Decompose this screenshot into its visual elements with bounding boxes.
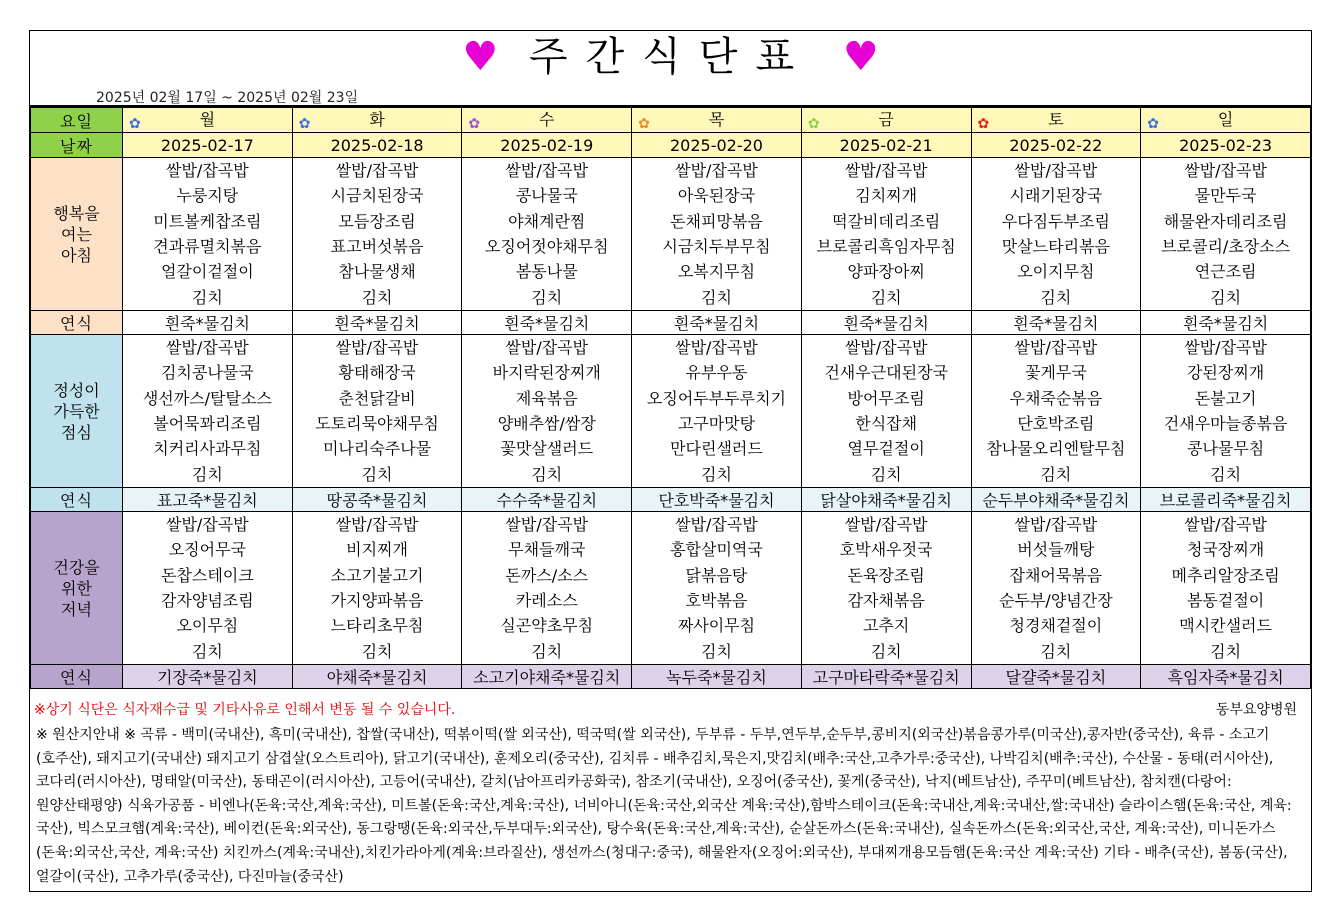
menu-item: 청경채겉절이 (1009, 616, 1103, 636)
menu-item: 얼갈이겉절이 (160, 262, 254, 282)
menu-item: 김치 (701, 464, 732, 484)
snack-cell: 단호박죽*물김치 (632, 488, 802, 512)
snack-cell: 녹두죽*물김치 (632, 665, 802, 689)
menu-item: 바지락된장찌개 (492, 363, 601, 383)
menu-item: 열무겉절이 (847, 439, 925, 459)
menu-item: 양배추쌈/쌈장 (497, 414, 596, 433)
day-name-cell (462, 107, 632, 133)
breakfast-row (31, 158, 1311, 311)
snack-cell: 닭살야채죽*물김치 (801, 488, 971, 512)
menu-item: 꽃맛살샐러드 (500, 439, 594, 459)
breakfast-menu-cell (123, 158, 293, 311)
snack-cell: 흰죽*물김치 (123, 311, 293, 335)
menu-item: 콩나물무침 (1186, 439, 1265, 459)
weekly-menu-table (30, 105, 1311, 689)
menu-item: 춘천닭갈비 (338, 388, 416, 408)
menu-item: 순두부/양념간장 (999, 591, 1113, 610)
menu-item: 꽃게무국 (1024, 363, 1087, 383)
menu-item: 떡갈비데리조림 (832, 211, 941, 231)
menu-item: 감자채볶음 (847, 591, 925, 610)
breakfast-label-line: 아침 (61, 245, 92, 265)
date-cell: 2025-02-20 (632, 133, 802, 158)
menu-item: 쌀밥/잡곡밥 (505, 161, 589, 181)
menu-item: 참나물생채 (338, 262, 416, 282)
menu-item: 미트볼케찹조림 (153, 211, 262, 231)
snack-cell: 순두부야채죽*물김치 (971, 488, 1141, 512)
menu-item: 쌀밥/잡곡밥 (675, 161, 758, 181)
menu-item: 김치 (191, 464, 223, 484)
menu-item: 버섯들깨탕 (1017, 540, 1095, 560)
menu-item: 견과류멸치볶음 (153, 237, 262, 256)
menu-item: 오징어젓야채무침 (484, 237, 609, 256)
dinner-menu-cell (632, 512, 802, 665)
snack-cell: 흰죽*물김치 (1141, 311, 1311, 335)
menu-item: 표고버섯볶음 (330, 237, 424, 256)
date-cell: 2025-02-19 (462, 133, 632, 158)
menu-item: 모듬장조림 (338, 211, 416, 231)
day-name-cell (1141, 107, 1311, 133)
menu-item: 쌀밥/잡곡밥 (505, 338, 589, 358)
menu-item: 시래기된장국 (1009, 186, 1103, 206)
snack-cell: 기장죽*물김치 (123, 665, 293, 689)
breakfast-menu-cell (292, 158, 462, 311)
menu-item: 돈까스/소스 (505, 565, 589, 585)
lunch-snack-row (31, 488, 1311, 512)
day-name: 월 (199, 110, 216, 129)
menu-item: 김치 (531, 287, 563, 307)
menu-item: 쌀밥/잡곡밥 (1014, 338, 1098, 358)
date-range: 2025년 02월 17일 ~ 2025년 02월 23일 (96, 90, 359, 106)
menu-item: 돈채피망볶음 (670, 211, 763, 231)
heart-icon: ♥ (462, 34, 499, 80)
menu-item: 해물완자데리조림 (1163, 211, 1288, 231)
day-name: 금 (878, 110, 894, 129)
lunch-label (31, 335, 123, 488)
menu-item: 카레소스 (515, 591, 578, 610)
menu-item: 김치 (191, 287, 223, 307)
menu-item: 제육볶음 (515, 388, 578, 408)
menu-item: 실곤약초무침 (500, 616, 594, 636)
snack-cell: 수수죽*물김치 (462, 488, 632, 512)
menu-item: 야채계란찜 (508, 211, 586, 231)
menu-item: 브로콜리흑임자무침 (816, 237, 956, 256)
flower-icon: ✿ (129, 116, 141, 132)
snack-cell: 달걀죽*물김치 (971, 665, 1141, 689)
breakfast-snack-row (31, 311, 1311, 335)
breakfast-menu-cell (971, 158, 1141, 311)
menu-item: 건새우마늘종볶음 (1163, 414, 1288, 433)
menu-item: 닭볶음탕 (685, 565, 748, 585)
flower-icon: ✿ (977, 116, 990, 132)
menu-item: 소고기불고기 (330, 565, 424, 585)
menu-item: 가지양파볶음 (330, 591, 424, 610)
day-name-cell (292, 107, 462, 133)
breakfast-menu-cell (632, 158, 802, 311)
title-text: 주간식단표 (528, 34, 813, 80)
menu-item: 김치 (1210, 641, 1242, 661)
menu-item: 강된장찌개 (1186, 363, 1265, 383)
lunch-menu-cell (971, 335, 1141, 488)
lunch-menu-cell (801, 335, 971, 488)
menu-item: 쌀밥/잡곡밥 (675, 515, 758, 535)
menu-item: 연근조림 (1194, 262, 1257, 282)
snack-cell: 땅콩죽*물김치 (292, 488, 462, 512)
lunch-label-line: 정성이 (53, 380, 100, 400)
menu-item: 김치 (701, 641, 732, 661)
dinner-menu-cell (801, 512, 971, 665)
menu-item: 쌀밥/잡곡밥 (844, 161, 928, 181)
heart-icon: ♥ (842, 34, 879, 80)
menu-item: 돈찹스테이크 (160, 565, 254, 585)
snack-cell: 고구마타락죽*물김치 (801, 665, 971, 689)
menu-item: 도토리묵야채무침 (315, 414, 439, 433)
menu-item: 오징어두부두루치기 (646, 388, 787, 408)
breakfast-label-line: 여는 (61, 224, 92, 244)
menu-item: 물만두국 (1194, 186, 1257, 206)
menu-item: 김치콩나물국 (160, 363, 254, 383)
date-label: 날짜 (31, 133, 123, 158)
menu-item: 비지찌개 (346, 540, 408, 560)
menu-sheet (29, 30, 1312, 892)
hospital-name: 동부요양병원 (1215, 702, 1297, 718)
day-name-cell (971, 107, 1141, 133)
menu-item: 봄동나물 (515, 262, 578, 282)
menu-item: 쌀밥/잡곡밥 (166, 515, 249, 535)
flower-icon: ✿ (638, 116, 650, 132)
menu-item: 브로콜리/초장소스 (1161, 237, 1291, 256)
menu-item: 쌀밥/잡곡밥 (1184, 338, 1267, 358)
date-cell: 2025-02-23 (1141, 133, 1311, 158)
dinner-label-line: 저녁 (61, 599, 92, 619)
menu-item: 쌀밥/잡곡밥 (335, 161, 419, 181)
day-label: 요일 (31, 107, 123, 133)
lunch-label-line: 점심 (61, 422, 92, 442)
date-cell: 2025-02-17 (123, 133, 293, 158)
menu-item: 우다짐두부조림 (1001, 211, 1110, 231)
lunch-menu-cell (123, 335, 293, 488)
menu-item: 한식잡채 (855, 414, 918, 433)
flower-icon: ✿ (298, 116, 311, 132)
menu-item: 김치 (870, 641, 902, 661)
flower-icon: ✿ (1147, 116, 1159, 132)
breakfast-menu-cell (462, 158, 632, 311)
snack-cell: 흰죽*물김치 (632, 311, 802, 335)
menu-item: 봄동겉절이 (1186, 591, 1265, 610)
lunch-menu-cell (632, 335, 802, 488)
origin-info: ※ 원산지안내 ※ 곡류 - 백미(국내산), 흑미(국내산), 찹쌀(국내산), 떡볶이떡(쌀 외국산), 떡국떡(쌀 외국산), 두부류 - 두부,연두부,순두부,콩비지(외국산)볶음콩가루(미국산),콩자반(중국산), 육류 - 소고기(호주산), 돼지고기(국내산) 돼지고기 삼겹살(오스트리아), 닭고기(국내산), 훈제오리(중국산), 김치류 - 배추김치,묵은지,맛김치(배추:국산,고추가루:중국산), 나박김치(배추:국산), 수산물 - 동태(러시아산), 코다리(러시아산), 명태알(미국산), 동태곤이(러시아산), 고등어(국내산), 갈치(남아프리카공화국), 참조기(국내산), 오징어(중국산), 꽃게(중국산), 낙지(베트남산), 주꾸미(베트남산), 참치캔(다랑어:원양산태평양) 식육가공품 - 비엔나(돈육:국산,계육:국산), 미트볼(돈육:국산,계육:국산), 너비아니(돈육:국산,외국산 계육:국산),함박스테이크(돈육:국내산,계육:국내산,쌀:국내산) 슬라이스햄(돈육:국산, 계육:국산), 빅스모크햄(계육:국산), 베이컨(돈육:외국산), 동그랑땡(돈육:외국산,두부대두:외국산), 탕수육(돈육:국산,계육:국산), 순살돈까스(돈육:국내산), 실속돈까스(돈육:외국산,국산, 계육:국산), 미니돈가스(돈육:외국산,국산, 계육:국산) 치킨까스(계육:국내산),치킨가라아게(계육:브라질산), 생선까스(청대구:중국), 해물완자(오징어:외국산), 부대찌개용모듬햄(돈육:국산 계육:국산) 기타 - 배추(국산), 봄동(국산), 얼갈이(국산), 고추가루(중국산), 다진마늘(중국산) (36, 727, 1292, 885)
menu-item: 돈불고기 (1194, 388, 1257, 408)
day-name: 토 (1048, 110, 1064, 129)
lunch-row (31, 335, 1311, 488)
lunch-label-line: 가득한 (53, 401, 100, 421)
dinner-menu-cell (292, 512, 462, 665)
menu-item: 유부우동 (685, 363, 748, 383)
menu-item: 쌀밥/잡곡밥 (166, 161, 249, 181)
snack-cell: 소고기야채죽*물김치 (462, 665, 632, 689)
menu-item: 김치 (1210, 287, 1242, 307)
menu-item: 김치 (361, 287, 393, 307)
lunch-menu-cell (292, 335, 462, 488)
menu-item: 쌀밥/잡곡밥 (335, 515, 419, 535)
day-row (31, 107, 1311, 133)
menu-item: 쌀밥/잡곡밥 (166, 338, 249, 358)
date-cell: 2025-02-21 (801, 133, 971, 158)
menu-item: 만다린샐러드 (670, 439, 763, 459)
day-name-cell (801, 107, 971, 133)
menu-item: 단호박조림 (1017, 414, 1095, 433)
lunch-menu-cell (462, 335, 632, 488)
menu-item: 콩나물국 (515, 186, 578, 206)
dinner-menu-cell (462, 512, 632, 665)
menu-item: 김치 (1040, 641, 1072, 661)
menu-item: 오이무침 (176, 616, 239, 636)
dinner-snack-row (31, 665, 1311, 689)
page-title (30, 33, 1311, 81)
menu-item: 쌀밥/잡곡밥 (844, 515, 928, 535)
snack-cell: 흑임자죽*물김치 (1141, 665, 1311, 689)
menu-item: 김치 (701, 287, 732, 307)
menu-item: 김치 (531, 464, 563, 484)
breakfast-menu-cell (1141, 158, 1311, 311)
dinner-menu-cell (971, 512, 1141, 665)
menu-item: 미나리숙주나물 (322, 439, 432, 459)
menu-item: 쌀밥/잡곡밥 (505, 515, 589, 535)
menu-item: 쌀밥/잡곡밥 (1014, 515, 1098, 535)
menu-item: 김치 (870, 464, 902, 484)
day-name: 수 (539, 110, 555, 129)
day-name-cell (123, 107, 293, 133)
flower-icon: ✿ (807, 116, 820, 132)
menu-item: 양파장아찌 (847, 262, 925, 282)
menu-item: 오징어무국 (168, 540, 246, 560)
menu-item: 호박볶음 (685, 591, 748, 610)
menu-item: 감자양념조림 (160, 591, 254, 610)
menu-item: 오이지무침 (1017, 262, 1095, 282)
menu-item: 김치 (1210, 464, 1242, 484)
menu-item: 메추리알장조림 (1171, 565, 1280, 585)
menu-item: 김치 (870, 287, 902, 307)
menu-item: 아욱된장국 (677, 186, 756, 206)
day-name: 화 (369, 110, 385, 129)
breakfast-label-line: 행복을 (53, 203, 100, 223)
dinner-label-line: 건강을 (53, 557, 100, 577)
menu-item: 볼어묵꽈리조림 (153, 414, 262, 433)
menu-item: 호박새우젓국 (839, 540, 933, 560)
menu-item: 김치 (191, 641, 223, 661)
snack-cell: 흰죽*물김치 (971, 311, 1141, 335)
menu-item: 무채들깨국 (508, 540, 586, 560)
menu-item: 고구마맛탕 (677, 414, 756, 433)
menu-item: 청국장찌개 (1186, 540, 1265, 560)
snack-cell: 야채죽*물김치 (292, 665, 462, 689)
menu-item: 쌀밥/잡곡밥 (675, 338, 758, 358)
snack-cell: 브로콜리죽*물김치 (1141, 488, 1311, 512)
date-row (31, 133, 1311, 158)
snack-cell: 흰죽*물김치 (801, 311, 971, 335)
day-name-cell (632, 107, 802, 133)
flower-icon: ✿ (468, 116, 481, 132)
snack-cell: 흰죽*물김치 (462, 311, 632, 335)
menu-item: 쌀밥/잡곡밥 (1184, 515, 1267, 535)
day-name: 목 (708, 110, 725, 129)
dinner-menu-cell (1141, 512, 1311, 665)
menu-item: 쌀밥/잡곡밥 (1014, 161, 1098, 181)
menu-item: 건새우근대된장국 (824, 363, 948, 383)
breakfast-menu-cell (801, 158, 971, 311)
notice-text: ※상기 식단은 식자재수급 및 기타사유로 인해서 변동 될 수 있습니다. (34, 702, 456, 718)
menu-item: 김치 (361, 641, 393, 661)
menu-item: 참나물오리엔탈무침 (986, 439, 1126, 459)
menu-item: 김치찌개 (855, 186, 918, 206)
menu-item: 잡채어묵볶음 (1009, 565, 1103, 585)
date-cell: 2025-02-22 (971, 133, 1141, 158)
menu-item: 방어무조림 (847, 388, 925, 408)
date-cell: 2025-02-18 (292, 133, 462, 158)
menu-item: 김치 (1040, 287, 1072, 307)
day-name: 일 (1217, 110, 1234, 129)
snack-cell: 흰죽*물김치 (292, 311, 462, 335)
menu-item: 쌀밥/잡곡밥 (335, 338, 419, 358)
snack-label: 연식 (31, 488, 123, 512)
menu-item: 맥시칸샐러드 (1179, 616, 1272, 636)
menu-item: 김치 (531, 641, 563, 661)
menu-item: 치커리사과무침 (153, 439, 262, 459)
lunch-menu-cell (1141, 335, 1311, 488)
snack-cell: 표고죽*물김치 (123, 488, 293, 512)
menu-item: 누룽지탕 (176, 186, 239, 206)
menu-item: 홍합살미역국 (670, 540, 763, 560)
dinner-menu-cell (123, 512, 293, 665)
menu-item: 생선까스/탈탈소스 (142, 388, 272, 408)
menu-item: 짜사이무침 (677, 616, 756, 636)
dinner-label-line: 위한 (61, 578, 92, 598)
menu-item: 쌀밥/잡곡밥 (1184, 161, 1267, 181)
menu-item: 쌀밥/잡곡밥 (844, 338, 928, 358)
menu-item: 맛살느타리볶음 (1001, 237, 1110, 256)
snack-label: 연식 (31, 311, 123, 335)
breakfast-label (31, 158, 123, 311)
menu-item: 김치 (361, 464, 393, 484)
menu-item: 우채죽순볶음 (1009, 388, 1103, 408)
dinner-label (31, 512, 123, 665)
menu-item: 느타리초무침 (330, 616, 424, 636)
menu-item: 시금치된장국 (330, 186, 424, 206)
menu-item: 고추지 (862, 616, 910, 636)
snack-label: 연식 (31, 665, 123, 689)
menu-item: 황태해장국 (338, 363, 416, 383)
menu-item: 오복지무침 (677, 262, 756, 282)
menu-item: 돈육장조림 (847, 565, 925, 585)
menu-item: 시금치두부무침 (662, 237, 771, 256)
dinner-row (31, 512, 1311, 665)
menu-item: 김치 (1040, 464, 1072, 484)
